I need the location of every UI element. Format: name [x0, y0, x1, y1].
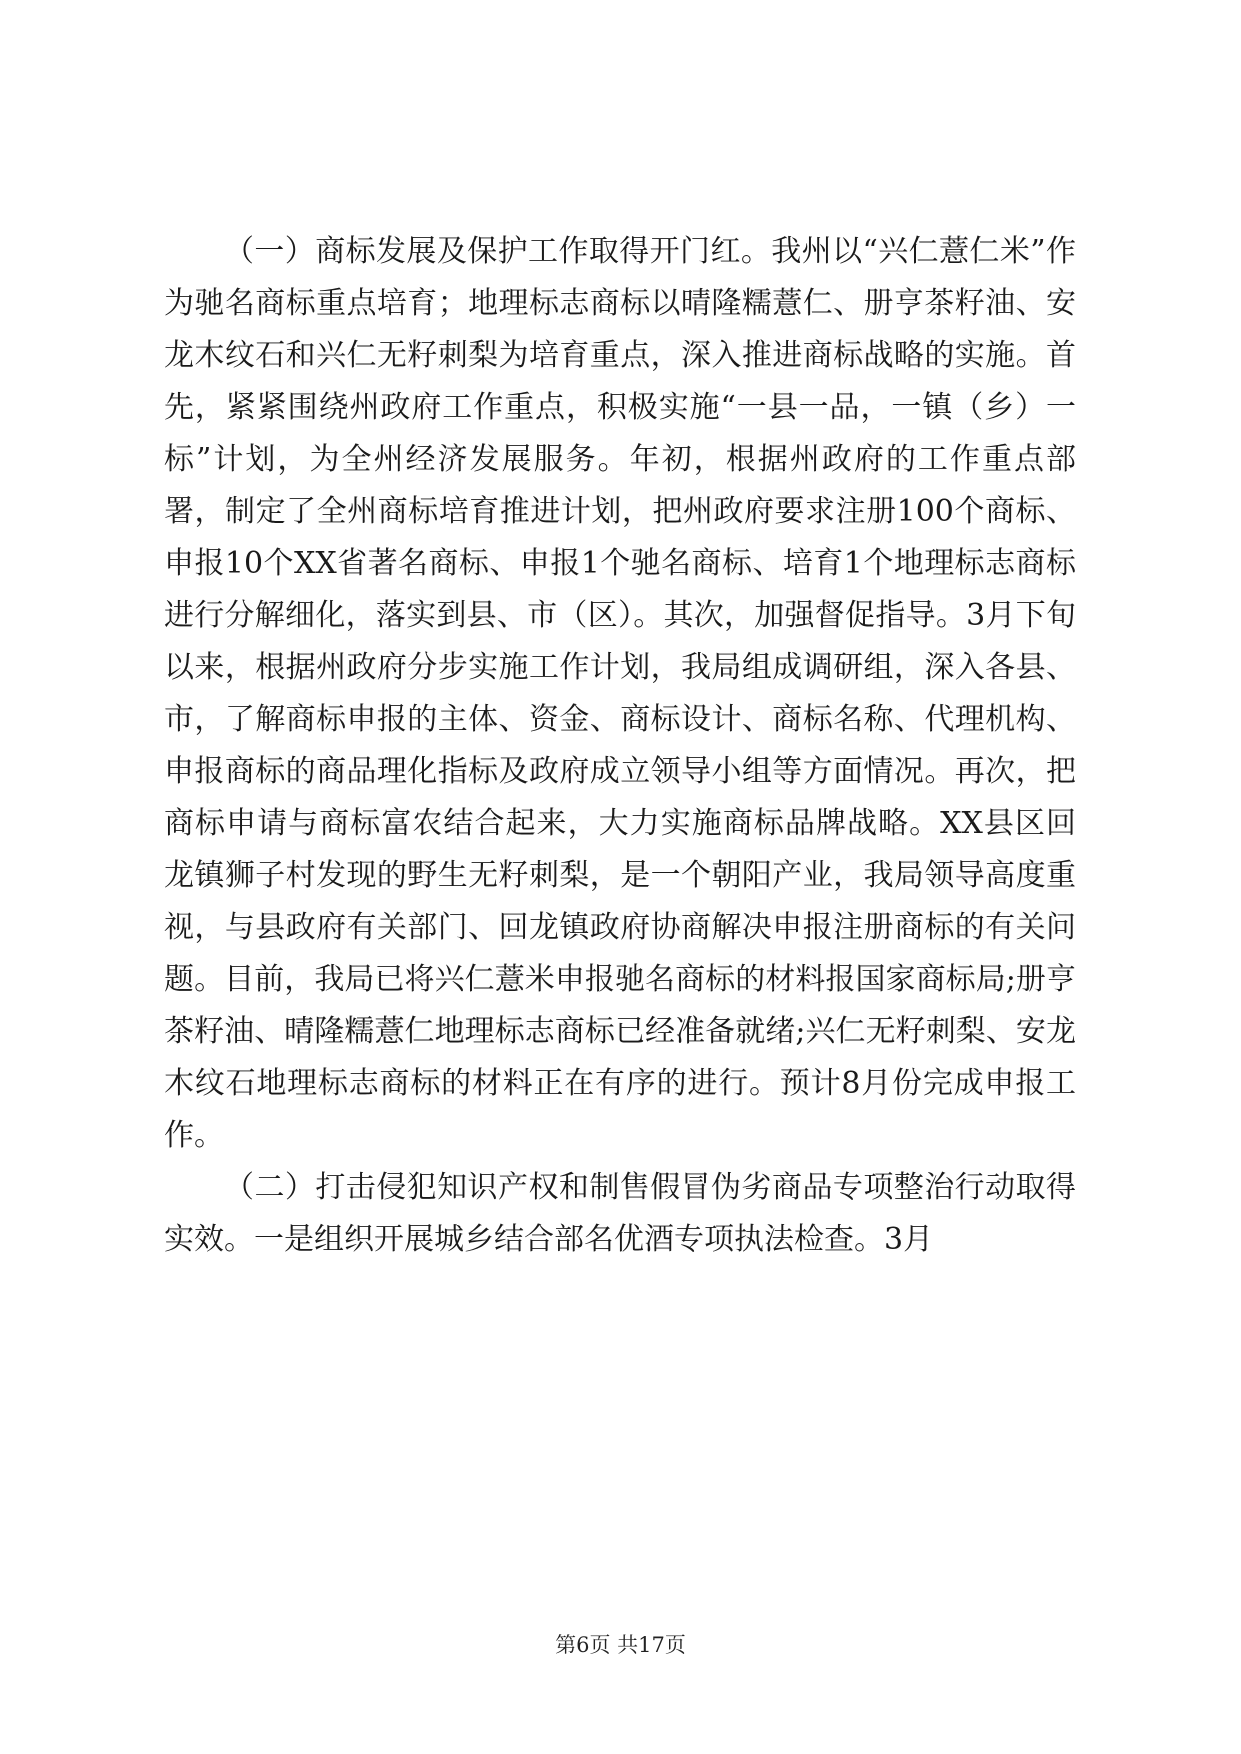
- paragraph-ip-enforcement: （二）打击侵犯知识产权和制售假冒伪劣商品专项整治行动取得实效。一是组织开展城乡结合部名优酒专项执法检查。3月: [164, 1170, 1076, 1257]
- paragraph-trademark-development: （一）商标发展及保护工作取得开门红。我州以“兴仁薏仁米”作为驰名商标重点培育；地理标志商标以晴隆糯薏仁、册亨茶籽油、安龙木纹石和兴仁无籽刺梨为培育重点，深入推进商标战略的实施。首先，紧紧围绕州政府工作重点，积极实施“一县一品，一镇（乡）一标”计划，为全州经济发展服务。年初，根据州政府的工作重点部署，制定了全州商标培育推进计划，把州政府要求注册100个商标、申报10个XX省著名商标、申报1个驰名商标、培育1个地理标志商标进行分解细化，落实到县、市（区）。其次，加强督促指导。3月下旬以来，根据州政府分步实施工作计划，我局组成调研组，深入各县、市，了解商标申报的主体、资金、商标设计、商标名称、代理机构、申报商标的商品理化指标及政府成立领导小组等方面情况。再次，把商标申请与商标富农结合起来，大力实施商标品牌战略。XX县区回龙镇狮子村发现的野生无籽刺梨，是一个朝阳产业，我局领导高度重视，与县政府有关部门、回龙镇政府协商解决申报注册商标的有关问题。目前，我局已将兴仁薏米申报驰名商标的材料报国家商标局;册亨茶籽油、晴隆糯薏仁地理标志商标已经准备就绪;兴仁无籽刺梨、安龙木纹石地理标志商标的材料正在有序的进行。预计8月份完成申报工作。: [164, 234, 1076, 1153]
- document-body: [164, 226, 1076, 1266]
- page-footer: 第6页 共17页: [555, 1633, 686, 1657]
